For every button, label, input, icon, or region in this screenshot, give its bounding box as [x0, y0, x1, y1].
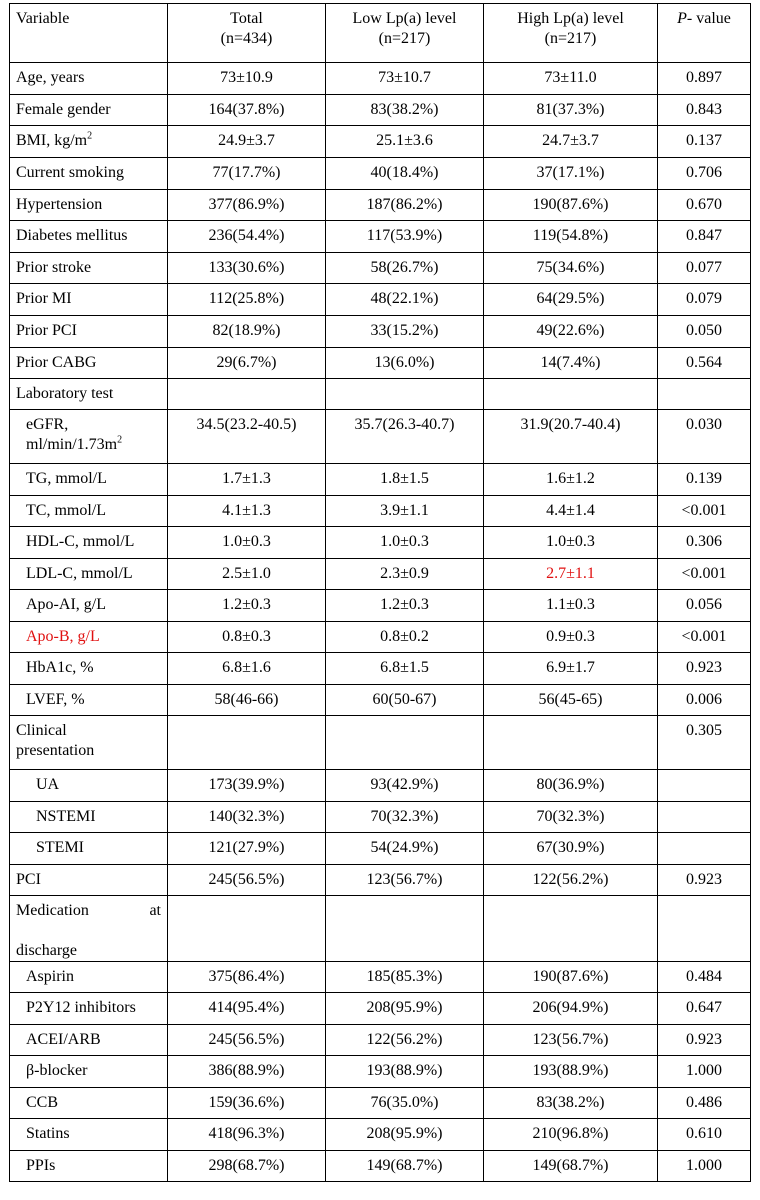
p-value-cell: 0.079: [658, 284, 751, 316]
total-cell: 2.5±1.0: [168, 559, 326, 590]
low-lpa-cell: 193(88.9%): [326, 1056, 484, 1088]
label-text: Prior MI: [16, 290, 72, 307]
row-label: [10, 379, 168, 410]
total-cell: [168, 716, 326, 770]
total-cell: 375(86.4%): [168, 962, 326, 993]
high-lpa-cell: 75(34.6%): [484, 253, 658, 284]
low-lpa-cell: 48(22.1%): [326, 284, 484, 316]
p-value-cell: 0.843: [658, 95, 751, 126]
high-lpa-cell: 206(94.9%): [484, 993, 658, 1025]
low-lpa-cell: 117(53.9%): [326, 221, 484, 253]
low-lpa-cell: 40(18.4%): [326, 158, 484, 190]
p-value-cell: 1.000: [658, 1151, 751, 1182]
low-lpa-cell: [326, 896, 484, 962]
row-label: [10, 410, 168, 464]
total-cell: 0.8±0.3: [168, 622, 326, 653]
label-text: Diabetes mellitus: [16, 227, 128, 244]
low-lpa-cell: 149(68.7%): [326, 1151, 484, 1182]
p-value-cell: 0.006: [658, 685, 751, 716]
low-lpa-cell: 187(86.2%): [326, 190, 484, 221]
table-row: [10, 464, 751, 496]
table-row: [10, 348, 751, 379]
header-row: [10, 4, 751, 63]
total-cell: 4.1±1.3: [168, 496, 326, 527]
row-label: [10, 833, 168, 865]
table-row: [10, 284, 751, 316]
table-row: [10, 63, 751, 95]
row-label: [10, 865, 168, 896]
label-text: at: [149, 902, 161, 919]
high-lpa-cell: 6.9±1.7: [484, 653, 658, 685]
table-row: [10, 410, 751, 464]
high-lpa-cell: 56(45-65): [484, 685, 658, 716]
table-row: [10, 802, 751, 833]
row-label: [10, 1088, 168, 1119]
total-cell: 58(46-66): [168, 685, 326, 716]
row-label: [10, 63, 168, 95]
total-cell: 173(39.9%): [168, 770, 326, 802]
high-lpa-cell: 1.6±1.2: [484, 464, 658, 496]
label-text: Aspirin: [26, 968, 74, 985]
table-row: [10, 1088, 751, 1119]
table-row: [10, 379, 751, 410]
low-lpa-cell: 0.8±0.2: [326, 622, 484, 653]
table-row: [10, 622, 751, 653]
high-lpa-cell: 193(88.9%): [484, 1056, 658, 1088]
p-value-cell: 0.050: [658, 316, 751, 348]
table-row: [10, 1151, 751, 1182]
label-text: ACEI/ARB: [26, 1031, 101, 1048]
high-lpa-cell: 80(36.9%): [484, 770, 658, 802]
p-value-cell: 0.077: [658, 253, 751, 284]
total-cell: 34.5(23.2-40.5): [168, 410, 326, 464]
high-lpa-cell: 190(87.6%): [484, 190, 658, 221]
row-label: [10, 1056, 168, 1088]
label-text: HbA1c, %: [26, 659, 94, 676]
low-lpa-cell: 6.8±1.5: [326, 653, 484, 685]
row-label: [10, 559, 168, 590]
high-lpa-cell: 73±11.0: [484, 63, 658, 95]
high-lpa-cell: 1.1±0.3: [484, 590, 658, 622]
header-high: High Lp(a) level (n=217): [484, 4, 658, 63]
label-text: ml/min/1.73m: [26, 436, 118, 453]
table-row: [10, 221, 751, 253]
label-text: Apo-AI, g/L: [26, 596, 106, 613]
low-lpa-cell: 33(15.2%): [326, 316, 484, 348]
total-cell: 121(27.9%): [168, 833, 326, 865]
label-text: NSTEMI: [36, 808, 96, 825]
table-row: [10, 833, 751, 865]
low-lpa-cell: 35.7(26.3-40.7): [326, 410, 484, 464]
table-row: [10, 527, 751, 559]
p-value-cell: <0.001: [658, 559, 751, 590]
row-label: [10, 993, 168, 1025]
table-row: [10, 1119, 751, 1151]
label-text: Laboratory test: [16, 385, 114, 402]
row-label: [10, 190, 168, 221]
row-label: [10, 962, 168, 993]
label-text: P2Y12 inhibitors: [26, 999, 136, 1016]
high-lpa-cell: 122(56.2%): [484, 865, 658, 896]
low-lpa-cell: 60(50-67): [326, 685, 484, 716]
row-label: [10, 622, 168, 653]
row-label: [10, 348, 168, 379]
row-label: [10, 464, 168, 496]
p-value-cell: <0.001: [658, 496, 751, 527]
table-row: [10, 716, 751, 770]
label-text: presentation: [16, 742, 95, 759]
p-value-cell: 0.610: [658, 1119, 751, 1151]
label-superscript: 2: [117, 434, 123, 446]
table-row: [10, 590, 751, 622]
p-value-cell: 0.139: [658, 464, 751, 496]
high-lpa-cell: 1.0±0.3: [484, 527, 658, 559]
low-lpa-cell: 3.9±1.1: [326, 496, 484, 527]
label-text: LVEF, %: [26, 691, 85, 708]
high-lpa-cell: [484, 896, 658, 962]
high-lpa-cell: 4.4±1.4: [484, 496, 658, 527]
label-text: PPIs: [26, 1157, 56, 1174]
total-cell: 1.0±0.3: [168, 527, 326, 559]
total-cell: 245(56.5%): [168, 865, 326, 896]
total-cell: 73±10.9: [168, 63, 326, 95]
label-text: Prior PCI: [16, 322, 77, 339]
low-lpa-cell: 70(32.3%): [326, 802, 484, 833]
total-cell: 377(86.9%): [168, 190, 326, 221]
p-value-cell: 0.923: [658, 653, 751, 685]
total-cell: 133(30.6%): [168, 253, 326, 284]
high-lpa-cell: 210(96.8%): [484, 1119, 658, 1151]
p-value-cell: 0.923: [658, 1025, 751, 1056]
p-value-cell: [658, 896, 751, 962]
total-cell: 6.8±1.6: [168, 653, 326, 685]
header-p-value: P- value: [658, 4, 751, 63]
label-text: β-blocker: [26, 1062, 88, 1079]
row-label: [10, 527, 168, 559]
p-value-cell: 0.670: [658, 190, 751, 221]
low-lpa-cell: 58(26.7%): [326, 253, 484, 284]
p-value-cell: 0.847: [658, 221, 751, 253]
p-value-cell: 0.706: [658, 158, 751, 190]
high-lpa-cell: 83(38.2%): [484, 1088, 658, 1119]
low-lpa-cell: 13(6.0%): [326, 348, 484, 379]
table-row: [10, 316, 751, 348]
row-label: [10, 496, 168, 527]
high-lpa-cell: 67(30.9%): [484, 833, 658, 865]
high-lpa-cell: 190(87.6%): [484, 962, 658, 993]
low-lpa-cell: 208(95.9%): [326, 1119, 484, 1151]
p-value-cell: [658, 802, 751, 833]
row-label: [10, 653, 168, 685]
high-lpa-cell: 31.9(20.7-40.4): [484, 410, 658, 464]
total-cell: [168, 896, 326, 962]
label-text: BMI, kg/m: [16, 132, 88, 149]
low-lpa-cell: 208(95.9%): [326, 993, 484, 1025]
label-text: Female gender: [16, 101, 111, 118]
low-lpa-cell: 76(35.0%): [326, 1088, 484, 1119]
p-value-cell: 0.137: [658, 126, 751, 158]
table-row: [10, 962, 751, 993]
table-row: [10, 496, 751, 527]
table-row: [10, 653, 751, 685]
table-row: [10, 993, 751, 1025]
low-lpa-cell: 1.0±0.3: [326, 527, 484, 559]
low-lpa-cell: 1.2±0.3: [326, 590, 484, 622]
table-row: [10, 95, 751, 126]
label-text: HDL-C, mmol/L: [26, 533, 135, 550]
p-value-cell: <0.001: [658, 622, 751, 653]
header-variable: Variable: [10, 4, 168, 63]
row-label: [10, 685, 168, 716]
table-row: [10, 1025, 751, 1056]
table-row: [10, 685, 751, 716]
label-text: Clinical: [16, 722, 67, 739]
table-row: [10, 126, 751, 158]
table-row: [10, 865, 751, 896]
row-label: [10, 126, 168, 158]
high-lpa-cell: [484, 379, 658, 410]
label-superscript: 2: [87, 130, 93, 142]
high-lpa-cell: 0.9±0.3: [484, 622, 658, 653]
low-lpa-cell: [326, 379, 484, 410]
total-cell: 77(17.7%): [168, 158, 326, 190]
total-cell: 236(54.4%): [168, 221, 326, 253]
row-label: [10, 1119, 168, 1151]
row-label: [10, 221, 168, 253]
label-text: LDL-C, mmol/L: [26, 565, 133, 582]
table-row: [10, 158, 751, 190]
low-lpa-cell: [326, 716, 484, 770]
row-label: [10, 590, 168, 622]
p-value-cell: 0.564: [658, 348, 751, 379]
row-label: [10, 1151, 168, 1182]
total-cell: 386(88.9%): [168, 1056, 326, 1088]
low-lpa-cell: 122(56.2%): [326, 1025, 484, 1056]
table-row: [10, 253, 751, 284]
label-text: TG, mmol/L: [26, 470, 107, 487]
label-text: Prior CABG: [16, 354, 97, 371]
label-text: Current smoking: [16, 164, 124, 181]
high-lpa-cell: 123(56.7%): [484, 1025, 658, 1056]
total-cell: 1.2±0.3: [168, 590, 326, 622]
row-label: [10, 770, 168, 802]
total-cell: 1.7±1.3: [168, 464, 326, 496]
low-lpa-cell: 2.3±0.9: [326, 559, 484, 590]
total-cell: 140(32.3%): [168, 802, 326, 833]
low-lpa-cell: 185(85.3%): [326, 962, 484, 993]
total-cell: 82(18.9%): [168, 316, 326, 348]
row-label: [10, 716, 168, 770]
total-cell: 245(56.5%): [168, 1025, 326, 1056]
label-text: Hypertension: [16, 196, 103, 213]
total-cell: 29(6.7%): [168, 348, 326, 379]
row-label: [10, 802, 168, 833]
p-value-cell: 0.647: [658, 993, 751, 1025]
p-value-cell: [658, 833, 751, 865]
total-cell: 24.9±3.7: [168, 126, 326, 158]
p-value-cell: 0.897: [658, 63, 751, 95]
p-value-cell: 0.306: [658, 527, 751, 559]
row-label: [10, 896, 168, 962]
low-lpa-cell: 83(38.2%): [326, 95, 484, 126]
high-lpa-cell: 49(22.6%): [484, 316, 658, 348]
table-row: [10, 1056, 751, 1088]
high-lpa-cell: 119(54.8%): [484, 221, 658, 253]
label-text: Prior stroke: [16, 259, 92, 276]
label-text: CCB: [26, 1094, 59, 1111]
high-lpa-cell: 149(68.7%): [484, 1151, 658, 1182]
total-cell: 414(95.4%): [168, 993, 326, 1025]
label-text: discharge: [16, 942, 78, 959]
row-label: [10, 158, 168, 190]
total-cell: 112(25.8%): [168, 284, 326, 316]
p-value-cell: [658, 379, 751, 410]
table-row: [10, 770, 751, 802]
low-lpa-cell: 25.1±3.6: [326, 126, 484, 158]
high-lpa-cell: 81(37.3%): [484, 95, 658, 126]
low-lpa-cell: 54(24.9%): [326, 833, 484, 865]
p-value-cell: 0.486: [658, 1088, 751, 1119]
low-lpa-cell: 93(42.9%): [326, 770, 484, 802]
table-row: [10, 190, 751, 221]
p-value-cell: 0.056: [658, 590, 751, 622]
total-cell: [168, 379, 326, 410]
label-text: PCI: [16, 871, 41, 888]
header-total: Total (n=434): [168, 4, 326, 63]
label-text: Statins: [26, 1125, 70, 1142]
high-lpa-cell: 64(29.5%): [484, 284, 658, 316]
label-text: Medication: [16, 902, 89, 919]
low-lpa-cell: 123(56.7%): [326, 865, 484, 896]
table-row: [10, 896, 751, 962]
label-text: eGFR,: [26, 416, 69, 433]
row-label: [10, 284, 168, 316]
high-lpa-cell: [484, 716, 658, 770]
label-text: UA: [36, 776, 60, 793]
table-row: [10, 559, 751, 590]
total-cell: 159(36.6%): [168, 1088, 326, 1119]
low-lpa-cell: 73±10.7: [326, 63, 484, 95]
row-label: [10, 1025, 168, 1056]
label-text: Age, years: [16, 69, 85, 86]
header-low: Low Lp(a) level (n=217): [326, 4, 484, 63]
p-value-cell: 0.484: [658, 962, 751, 993]
label-text: TC, mmol/L: [26, 502, 106, 519]
total-cell: 164(37.8%): [168, 95, 326, 126]
high-lpa-cell: 2.7±1.1: [484, 559, 658, 590]
high-lpa-cell: 70(32.3%): [484, 802, 658, 833]
high-lpa-cell: 14(7.4%): [484, 348, 658, 379]
p-value-cell: [658, 770, 751, 802]
total-cell: 298(68.7%): [168, 1151, 326, 1182]
p-value-cell: 0.305: [658, 716, 751, 770]
p-value-cell: 0.030: [658, 410, 751, 464]
row-label: [10, 95, 168, 126]
low-lpa-cell: 1.8±1.5: [326, 464, 484, 496]
high-lpa-cell: 24.7±3.7: [484, 126, 658, 158]
label-text: STEMI: [36, 839, 84, 856]
baseline-characteristics-table: [9, 3, 751, 1182]
row-label: [10, 253, 168, 284]
total-cell: 418(96.3%): [168, 1119, 326, 1151]
p-value-cell: 1.000: [658, 1056, 751, 1088]
high-lpa-cell: 37(17.1%): [484, 158, 658, 190]
row-label: [10, 316, 168, 348]
p-value-cell: 0.923: [658, 865, 751, 896]
label-text: Apo-B, g/L: [26, 628, 100, 645]
